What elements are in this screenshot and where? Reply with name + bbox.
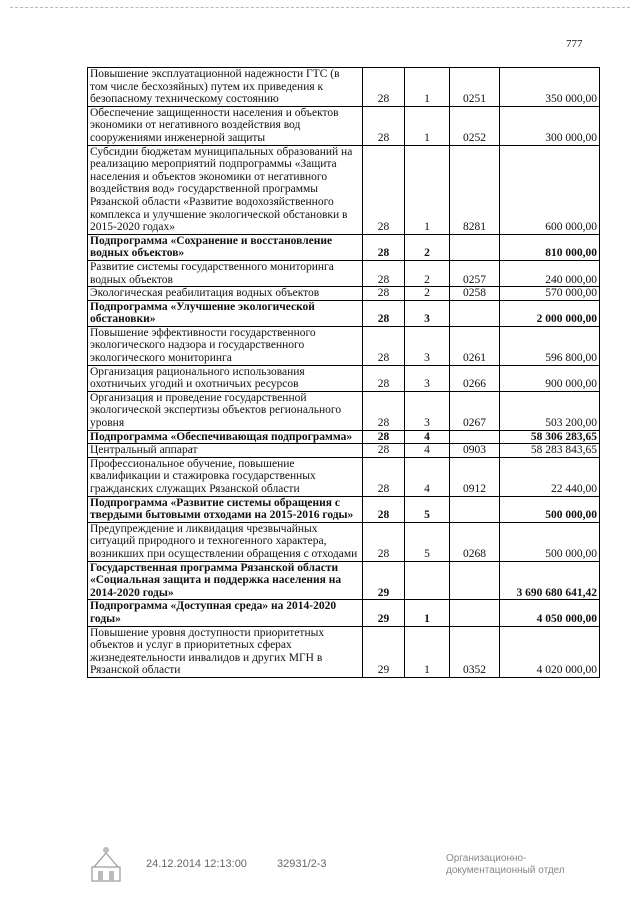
subsection-code: 5 <box>405 522 450 561</box>
table-row <box>88 326 600 365</box>
page-number: 777 <box>566 38 583 50</box>
table-row <box>88 522 600 561</box>
chapter-code: 29 <box>363 561 405 600</box>
article-code: 0352 <box>450 626 500 677</box>
footer-dept-line1: Организационно- <box>446 853 527 864</box>
chapter-code: 28 <box>363 287 405 301</box>
chapter-code: 28 <box>363 106 405 145</box>
table-row <box>88 287 600 301</box>
subsection-code: 3 <box>405 326 450 365</box>
article-code <box>450 300 500 326</box>
chapter-code: 28 <box>363 391 405 430</box>
row-name: Подпрограмма «Улучшение экологической обстановки» <box>88 300 363 326</box>
table-row <box>88 106 600 145</box>
amount: 350 000,00 <box>500 68 600 107</box>
emblem-icon <box>88 845 124 885</box>
article-code <box>450 600 500 626</box>
subsection-code: 1 <box>405 626 450 677</box>
subsection-code: 3 <box>405 365 450 391</box>
subsection-code: 1 <box>405 106 450 145</box>
subsection-code: 2 <box>405 234 450 260</box>
row-name: Развитие системы государственного мониторинга водных объектов <box>88 260 363 286</box>
table-row <box>88 391 600 430</box>
table-row <box>88 300 600 326</box>
chapter-code: 28 <box>363 68 405 107</box>
article-code: 0266 <box>450 365 500 391</box>
article-code: 0261 <box>450 326 500 365</box>
row-name: Подпрограмма «Обеспечивающая подпрограмма» <box>88 430 363 444</box>
article-code <box>450 496 500 522</box>
row-name: Субсидии бюджетам муниципальных образований на реализацию мероприятий подпрограммы «Защита населения и объектов экономики от негативного воздействия вод» государственной программы Рязанской области «Развитие водохозяйственного комплекса и улучшение экологической обстановки в 2015-2020 годах» <box>88 145 363 234</box>
footer-doc-code: 32931/2-3 <box>277 858 327 870</box>
amount: 2 000 000,00 <box>500 300 600 326</box>
row-name: Государственная программа Рязанской области «Социальная защита и поддержка населения на 2014-2020 годы» <box>88 561 363 600</box>
row-name: Обеспечение защищенности населения и объектов экономики от негативного воздействия вод сооружениями инженерной защиты <box>88 106 363 145</box>
subsection-code: 4 <box>405 430 450 444</box>
row-name: Экологическая реабилитация водных объектов <box>88 287 363 301</box>
row-name: Организация и проведение государственной экологической экспертизы объектов регионального уровня <box>88 391 363 430</box>
budget-table <box>87 67 600 678</box>
chapter-code: 29 <box>363 626 405 677</box>
row-name: Повышение эксплуатационной надежности ГТС (в том числе бесхозяйных) путем их приведения к безопасному техническому состоянию <box>88 68 363 107</box>
chapter-code: 28 <box>363 457 405 496</box>
amount: 500 000,00 <box>500 496 600 522</box>
article-code <box>450 561 500 600</box>
article-code: 0903 <box>450 444 500 458</box>
row-name: Подпрограмма «Сохранение и восстановление водных объектов» <box>88 234 363 260</box>
amount: 810 000,00 <box>500 234 600 260</box>
subsection-code: 1 <box>405 145 450 234</box>
table-row <box>88 365 600 391</box>
amount: 4 050 000,00 <box>500 600 600 626</box>
chapter-code: 29 <box>363 600 405 626</box>
subsection-code: 4 <box>405 457 450 496</box>
article-code: 0267 <box>450 391 500 430</box>
row-name: Предупреждение и ликвидация чрезвычайных ситуаций природного и техногенного характера, возникших при осуществлении обращения с отходами <box>88 522 363 561</box>
amount: 570 000,00 <box>500 287 600 301</box>
amount: 300 000,00 <box>500 106 600 145</box>
table-row <box>88 430 600 444</box>
subsection-code: 2 <box>405 287 450 301</box>
chapter-code: 28 <box>363 522 405 561</box>
chapter-code: 28 <box>363 496 405 522</box>
row-name: Повышение уровня доступности приоритетных объектов и услуг в приоритетных сферах жизнедеятельности инвалидов и других МГН в Рязанской области <box>88 626 363 677</box>
row-name: Центральный аппарат <box>88 444 363 458</box>
table-row <box>88 145 600 234</box>
table-row <box>88 561 600 600</box>
amount: 4 020 000,00 <box>500 626 600 677</box>
amount: 22 440,00 <box>500 457 600 496</box>
subsection-code <box>405 561 450 600</box>
chapter-code: 28 <box>363 260 405 286</box>
subsection-code: 1 <box>405 68 450 107</box>
subsection-code: 3 <box>405 300 450 326</box>
article-code: 0258 <box>450 287 500 301</box>
footer-dept-line2: документационный отдел <box>446 865 565 876</box>
subsection-code: 4 <box>405 444 450 458</box>
amount: 58 283 843,65 <box>500 444 600 458</box>
chapter-code: 28 <box>363 430 405 444</box>
subsection-code: 1 <box>405 600 450 626</box>
article-code: 0252 <box>450 106 500 145</box>
table-row <box>88 234 600 260</box>
amount: 900 000,00 <box>500 365 600 391</box>
chapter-code: 28 <box>363 300 405 326</box>
row-name: Профессиональное обучение, повышение квалификации и стажировка государственных гражданских служащих Рязанской области <box>88 457 363 496</box>
chapter-code: 28 <box>363 145 405 234</box>
amount: 240 000,00 <box>500 260 600 286</box>
footer-department <box>446 853 565 877</box>
article-code <box>450 234 500 260</box>
row-name: Повышение эффективности государственного экологического надзора и государственного экологического мониторинга <box>88 326 363 365</box>
amount: 58 306 283,65 <box>500 430 600 444</box>
table-row <box>88 626 600 677</box>
subsection-code: 2 <box>405 260 450 286</box>
amount: 3 690 680 641,42 <box>500 561 600 600</box>
footer-date: 24.12.2014 12:13:00 <box>146 858 247 870</box>
table-row <box>88 260 600 286</box>
row-name: Подпрограмма «Развитие системы обращения с твердыми бытовыми отходами на 2015-2016 годы» <box>88 496 363 522</box>
chapter-code: 28 <box>363 326 405 365</box>
article-code: 0268 <box>450 522 500 561</box>
row-name: Подпрограмма «Доступная среда» на 2014-2020 годы» <box>88 600 363 626</box>
table-row <box>88 444 600 458</box>
amount: 500 000,00 <box>500 522 600 561</box>
subsection-code: 3 <box>405 391 450 430</box>
article-code: 8281 <box>450 145 500 234</box>
chapter-code: 28 <box>363 365 405 391</box>
article-code: 0912 <box>450 457 500 496</box>
amount: 600 000,00 <box>500 145 600 234</box>
amount: 503 200,00 <box>500 391 600 430</box>
table-row <box>88 68 600 107</box>
article-code: 0251 <box>450 68 500 107</box>
table-row <box>88 457 600 496</box>
page-top-border <box>10 7 630 9</box>
article-code <box>450 430 500 444</box>
amount: 596 800,00 <box>500 326 600 365</box>
row-name: Организация рационального использования охотничьих угодий и охотничьих ресурсов <box>88 365 363 391</box>
subsection-code: 5 <box>405 496 450 522</box>
table-row <box>88 600 600 626</box>
article-code: 0257 <box>450 260 500 286</box>
chapter-code: 28 <box>363 234 405 260</box>
chapter-code: 28 <box>363 444 405 458</box>
table-row <box>88 496 600 522</box>
